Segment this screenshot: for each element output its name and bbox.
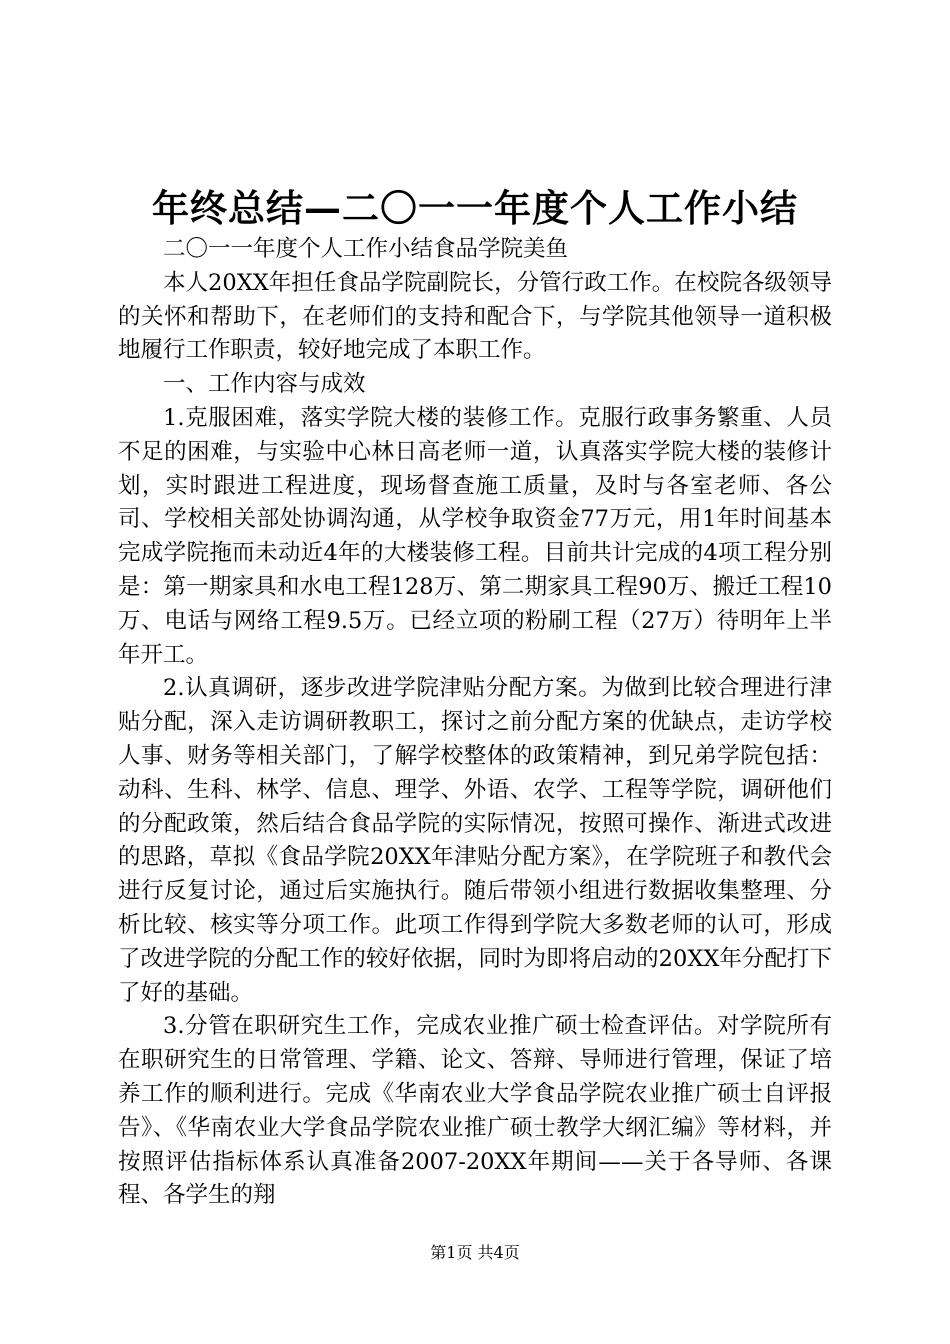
document-title: 年终总结—二〇一一年度个人工作小结 bbox=[152, 186, 798, 230]
paragraph-subtitle: 二〇一一年度个人工作小结食品学院美鱼 bbox=[163, 236, 569, 262]
section-heading: 一、工作内容与成效 bbox=[163, 371, 366, 398]
page-footer: 第1页 共4页 bbox=[430, 1243, 520, 1262]
paragraph-item-2: 2.认真调研，逐步改进学院津贴分配方案。为做到比较合理进行津贴分配，深入走访调研教职工，探讨之前分配方案的优缺点，走访学校人事、财务等相关部门，了解学校整体的政策精神，到兄弟学院包括：动科、生科、林学、信息、理学、外语、农学、工程等学院，调研他们的分配政策，然后结合食品学院的实际情况，按照可操作、渐进式改进的思路，草拟《食品学院20XX年津贴分配方案》，在学院班子和教代会进行反复讨论，通过后实施执行。随后带领小组进行数据收集整理、分析比较、核实等分项工作。此项工作得到学院大多数老师的认可，形成了改进学院的分配工作的较好依据，同时为即将启动的20XX年分配打下了好的基础。 bbox=[118, 675, 832, 1006]
paragraph-item-3: 3.分管在职研究生工作，完成农业推广硕士检查评估。对学院所有在职研究生的日常管理、学籍、论文、答辩、导师进行管理，保证了培养工作的顺利进行。完成《华南农业大学食品学院农业推广硕士自评报告》、《华南农业大学食品学院农业推广硕士教学大纲汇编》等材料，并按照评估指标体系认真准备2007-20XX年期间——关于各导师、各课程、各学生的翔 bbox=[118, 1013, 832, 1209]
document-body bbox=[118, 233, 832, 1213]
paragraph-item-1: 1.克服困难，落实学院大楼的装修工作。克服行政事务繁重、人员不足的困难，与实验中心林日高老师一道，认真落实学院大楼的装修计划，实时跟进工程进度，现场督查施工质量，及时与各室老师、各公司、学校相关部处协调沟通，从学校争取资金77万元，用1年时间基本完成学院拖而未动近4年的大楼装修工程。目前共计完成的4项工程分别是：第一期家具和水电工程128万、第二期家具工程90万、搬迁工程10万、电话与网络工程9.5万。已经立项的粉刷工程（27万）待明年上半年开工。 bbox=[118, 404, 832, 668]
paragraph-intro: 本人20XX年担任食品学院副院长，分管行政工作。在校院各级领导的关怀和帮助下，在老师们的支持和配合下，与学院其他领导一道积极地履行工作职责，较好地完成了本职工作。 bbox=[118, 269, 832, 364]
